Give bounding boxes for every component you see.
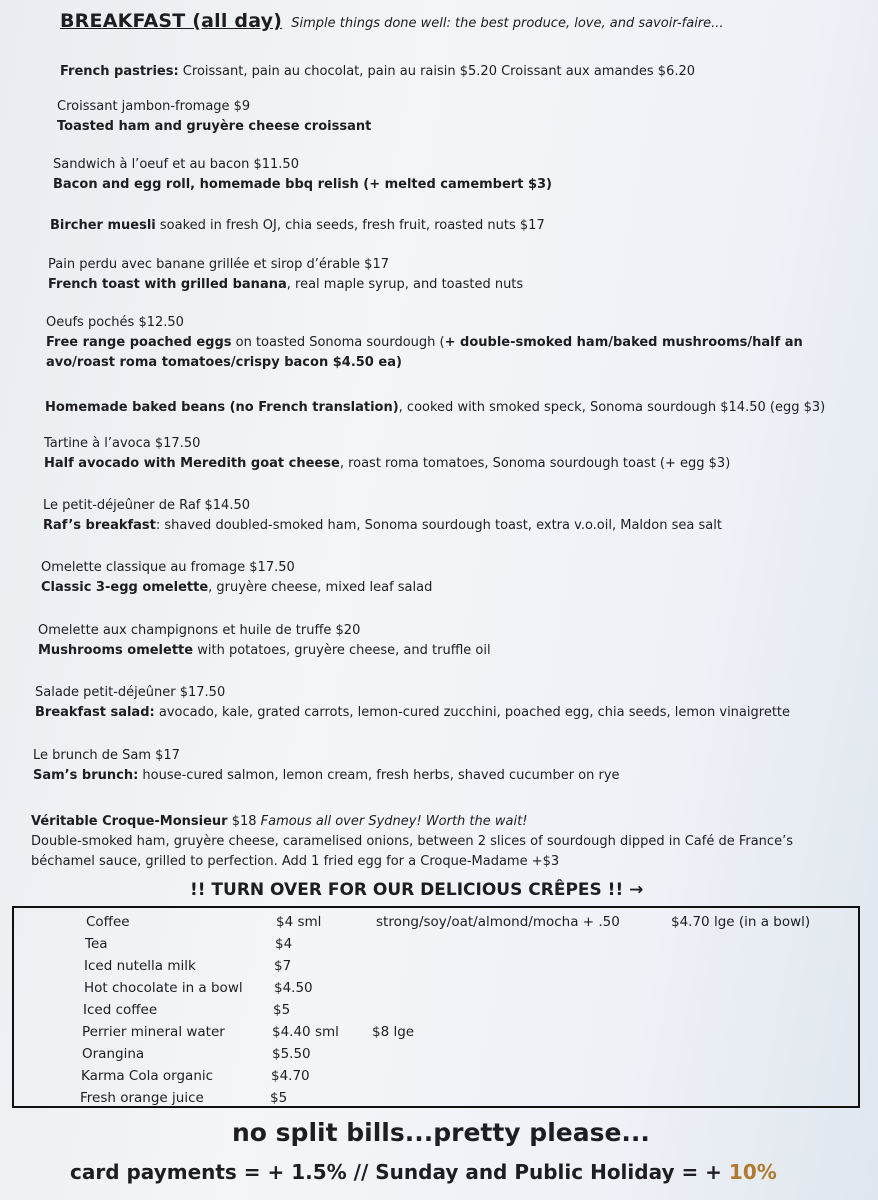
item-name: French toast with grilled banana (48, 277, 287, 292)
drink-price: $5 (273, 1002, 291, 1018)
item-name: Half avocado with Meredith goat cheese (44, 456, 340, 471)
item-name: Free range poached eggs (46, 335, 232, 350)
item-name: Toasted ham and gruyère cheese croissant (57, 119, 372, 134)
drink-name: Orangina (82, 1046, 145, 1062)
item-name: Véritable Croque-Monsieur (31, 814, 228, 829)
section-title: BREAKFAST (all day) (60, 10, 283, 32)
turn-over-notice: !! TURN OVER FOR OUR DELICIOUS CRÊPES !! → (190, 880, 644, 900)
item-description: : shaved doubled-smoked ham, Sonoma sourdough toast, extra v.o.oil, Maldon sea salt (155, 518, 722, 533)
drink-name: Karma Cola organic (81, 1068, 214, 1084)
item-name: Classic 3-egg omelette (41, 580, 209, 595)
drink-price: $4.50 (274, 980, 313, 996)
menu-item-pastries (60, 62, 695, 82)
drink-name: Iced nutella milk (84, 958, 196, 974)
item-name: Mushrooms omelette (38, 643, 194, 658)
menu-item-tartine-avocado (44, 434, 730, 474)
drink-large-price: $4.70 lge (in a bowl) (671, 914, 811, 930)
item-description-cont: béchamel sauce, grilled to perfection. Add 1 fried egg for a Croque-Madame +$3 (31, 854, 560, 869)
drink-name: Perrier mineral water (82, 1024, 225, 1040)
section-tagline: Simple things done well: the best produce, love, and savoir-faire... (291, 16, 724, 31)
menu-item-classic-omelette (41, 558, 432, 598)
drink-price: $5 (270, 1090, 288, 1106)
menu-item-sam-brunch (33, 746, 620, 786)
item-french-name: Pain perdu avec banane grillée et sirop d’érable $17 (48, 257, 389, 272)
item-french-name: Tartine à l’avoca $17.50 (44, 436, 201, 451)
menu-item-croque-monsieur (31, 812, 793, 872)
item-name: French pastries: (60, 64, 179, 79)
item-name: Sam’s brunch: (33, 768, 139, 783)
drink-price: $7 (274, 958, 292, 974)
item-french-name: Le petit-déjeûner de Raf $14.50 (43, 498, 250, 513)
item-description: , real maple syrup, and toasted nuts (286, 277, 524, 292)
item-tagline: Famous all over Sydney! Worth the wait! (260, 814, 528, 829)
item-description: avocado, kale, grated carrots, lemon-cured zucchini, poached egg, chia seeds, lemon vinaigrette (154, 705, 791, 720)
drink-price: $4.70 (271, 1068, 310, 1084)
drink-name: Hot chocolate in a bowl (84, 980, 243, 996)
drinks-box (12, 906, 860, 1108)
item-description: Croissant, pain au chocolat, pain au raisin $5.20 Croissant aux amandes $6.20 (178, 64, 696, 79)
drink-name: Coffee (86, 914, 130, 930)
item-extras: + double-smoked ham/baked mushrooms/half an (444, 335, 803, 350)
item-description: soaked in fresh OJ, chia seeds, fresh fruit, roasted nuts $17 (155, 218, 545, 233)
drink-options: strong/soy/oat/almond/mocha + .50 (376, 914, 620, 930)
item-name: Bacon and egg roll, homemade bbq relish (+ melted camembert $3) (53, 177, 552, 192)
drink-price: $5.50 (272, 1046, 311, 1062)
item-description: with potatoes, gruyère cheese, and truffle oil (193, 643, 491, 658)
item-french-name: Omelette aux champignons et huile de truffe $20 (38, 623, 361, 638)
surcharge-text: card payments = + 1.5% // Sunday and Public Holiday = + (70, 1160, 729, 1184)
item-description: Double-smoked ham, gruyère cheese, caramelised onions, between 2 slices of sourdough dipped in Café de France’s (31, 834, 793, 849)
menu-item-baked-beans (45, 398, 825, 418)
menu-item-poached-eggs (46, 313, 803, 373)
surcharge-notice (70, 1160, 777, 1184)
drink-large-price: $8 lge (372, 1024, 415, 1040)
item-description: , roast roma tomatoes, Sonoma sourdough toast (+ egg $3) (339, 456, 731, 471)
menu-item-french-toast (48, 255, 523, 295)
drink-price: $4 sml (276, 914, 322, 930)
drink-name: Tea (85, 936, 108, 952)
menu-item-raf-breakfast (43, 496, 722, 536)
menu-item-breakfast-salad (35, 683, 790, 723)
menu-item-croissant-jambon (57, 97, 371, 137)
drink-price: $4 (275, 936, 293, 952)
item-name: Bircher muesli (50, 218, 156, 233)
drink-name: Fresh orange juice (80, 1090, 204, 1106)
item-description: , cooked with smoked speck, Sonoma sourdough $14.50 (egg $3) (398, 400, 826, 415)
item-extras-cont: avo/roast roma tomatoes/crispy bacon $4.50 ea) (46, 355, 402, 370)
item-description: , gruyère cheese, mixed leaf salad (208, 580, 433, 595)
item-french-name: Le brunch de Sam $17 (33, 748, 180, 763)
drink-price: $4.40 sml (272, 1024, 339, 1040)
holiday-surcharge-percent: 10% (728, 1160, 777, 1184)
item-description: house-cured salmon, lemon cream, fresh herbs, shaved cucumber on rye (138, 768, 620, 783)
item-french-name: Croissant jambon-fromage $9 (57, 99, 251, 114)
no-split-bills-notice: no split bills...pretty please... (232, 1118, 650, 1147)
item-french-name: Omelette classique au fromage $17.50 (41, 560, 295, 575)
item-french-name: Sandwich à l’oeuf et au bacon $11.50 (53, 157, 299, 172)
item-french-name: Oeufs pochés $12.50 (46, 315, 184, 330)
drink-name: Iced coffee (83, 1002, 158, 1018)
item-name: Breakfast salad: (35, 705, 155, 720)
item-description: on toasted Sonoma sourdough ( (231, 335, 445, 350)
menu-item-bacon-egg-roll (53, 155, 552, 195)
breakfast-header (60, 10, 724, 32)
item-french-name: Salade petit-déjeûner $17.50 (35, 685, 226, 700)
menu-item-bircher-muesli (50, 216, 545, 236)
menu-item-mushroom-omelette (38, 621, 491, 661)
item-name: Raf’s breakfast (43, 518, 156, 533)
item-name: Homemade baked beans (no French translation) (45, 400, 399, 415)
item-price: $18 (227, 814, 261, 829)
